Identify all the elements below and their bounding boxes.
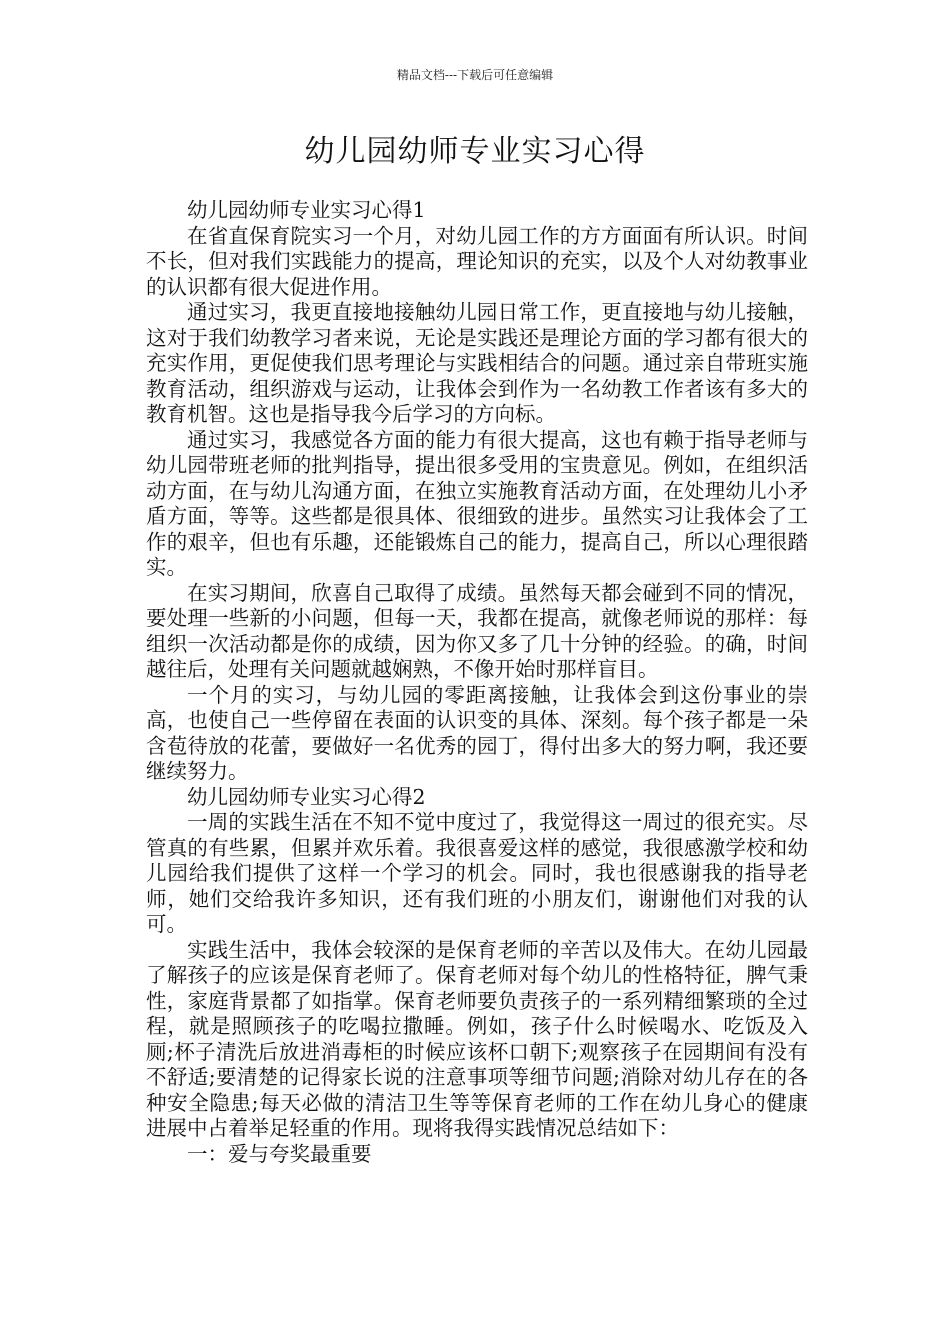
section-heading-2: 幼儿园幼师专业实习心得2: [187, 784, 426, 809]
paragraph: 通过实习，我更直接地接触幼儿园日常工作，更直接地与幼儿接触，这对于我们幼教学习者来说，无论是实践还是理论方面的学习都有很大的充实作用，更促使我们思考理论与实践相结合的问题。通过亲自带班实施教育活动，组织游戏与运动，让我体会到作为一名幼教工作者该有多大的教育机智。这也是指导我今后学习的方向标。: [146, 300, 808, 426]
section-heading-1: 幼儿园幼师专业实习心得1: [187, 198, 426, 222]
paragraph: 一个月的实习，与幼儿园的零距离接触，让我体会到这份事业的崇高，也使自己一些停留在表面的认识变的具体、深刻。每个孩子都是一朵含苞待放的花蕾，要做好一名优秀的园丁，得付出多大的努力啊，我还要继续努力。: [146, 682, 808, 783]
header-note: 精品文档---下载后可任意编辑: [396, 68, 554, 82]
paragraph: 实践生活中，我体会较深的是保育老师的辛苦以及伟大。在幼儿园最了解孩子的应该是保育老师了。保育老师对每个幼儿的性格特征，脾气秉性，家庭背景都了如指掌。保育老师要负责孩子的一系列精细繁琐的全过程，就是照顾孩子的吃喝拉撒睡。例如，孩子什么时候喝水、吃饭及入厕;杯子清洗后放进消毒柜的时候应该杯口朝下;观察孩子在园期间有没有不舒适;要清楚的记得家长说的注意事项等细节问题;消除对幼儿存在的各种安全隐患;每天必做的清洁卫生等等保育老师的工作在幼儿身心的健康进展中占着举足轻重的作用。现将我得实践情况总结如下：: [146, 937, 808, 1140]
paragraph: 在省直保育院实习一个月，对幼儿园工作的方方面面有所认识。时间不长，但对我们实践能力的提高，理论知识的充实，以及个人对幼教事业的认识都有很大促进作用。: [146, 223, 808, 299]
paragraph: 在实习期间，欣喜自己取得了成绩。虽然每天都会碰到不同的情况，要处理一些新的小问题，但每一天，我都在提高，就像老师说的那样：每组织一次活动都是你的成绩，因为你又多了几十分钟的经验。的确，时间越往后，处理有关问题就越娴熟，不像开始时那样盲目。: [146, 580, 808, 681]
paragraph: 通过实习，我感觉各方面的能力有很大提高，这也有赖于指导老师与幼儿园带班老师的批判指导，提出很多受用的宝贵意见。例如，在组织活动方面，在与幼儿沟通方面，在独立实施教育活动方面，在处理幼儿小矛盾方面，等等。这些都是很具体、很细致的进步。虽然实习让我体会了工作的艰辛，但也有乐趣，还能锻炼自己的能力，提高自己，所以心理很踏实。: [146, 427, 808, 579]
sub-heading: 一：爱与夸奖最重要: [187, 1141, 372, 1166]
document-body: [146, 198, 808, 1167]
document-title: 幼儿园幼师专业实习心得: [304, 134, 646, 169]
paragraph: 一周的实践生活在不知不觉中度过了，我觉得这一周过的很充实。尽管真的有些累，但累并欢乐着。我很喜爱这样的感觉，我很感激学校和幼儿园给我们提供了这样一个学习的机会。同时，我也很感谢我的指导老师，她们交给我许多知识，还有我们班的小朋友们，谢谢他们对我的认可。: [146, 810, 808, 936]
